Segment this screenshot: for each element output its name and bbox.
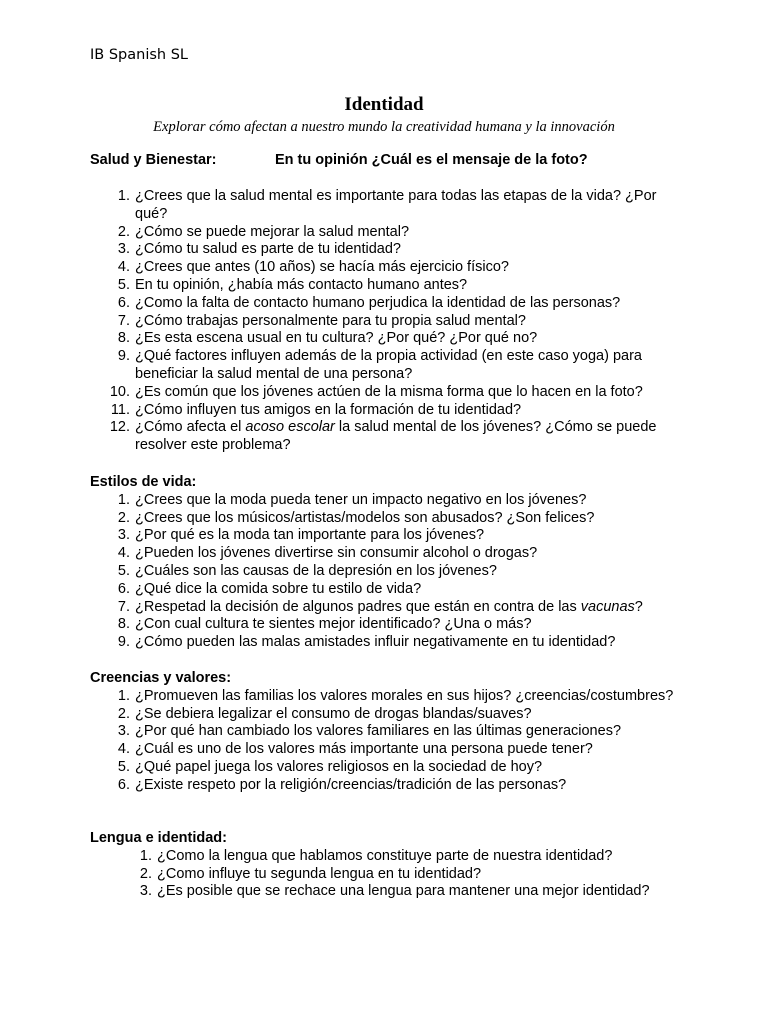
list-item: 6 . ¿Existe respeto por la religión/creencias/tradición de las personas? [90, 777, 690, 795]
list-item: 10 . ¿Es común que los jóvenes actúen de la misma forma que lo hacen en la foto? [90, 384, 690, 402]
list-item: 5 . ¿Cuáles son las causas de la depresión en los jóvenes? [90, 563, 690, 581]
course-label: IB Spanish SL [90, 47, 188, 63]
list-item: 2 . ¿Como influye tu segunda lengua en tu identidad? [90, 866, 690, 884]
page-subtitle: Explorar cómo afectan a nuestro mundo la creatividad humana y la innovación [153, 119, 615, 135]
emphasis: vacunas [580, 598, 635, 615]
section-estilos [90, 474, 690, 652]
section-salud [90, 152, 690, 455]
list-item: 3 . ¿Por qué es la moda tan importante para los jóvenes? [90, 527, 690, 545]
section-title: Salud y Bienestar: [90, 152, 217, 168]
list-item: 9 . ¿Qué factores influyen además de la propia actividad (en este caso yoga) para beneficiar la salud mental de una persona? [90, 348, 690, 384]
list-item: 4 . ¿Cuál es uno de los valores más importante una persona puede tener? [90, 741, 690, 759]
list-item: 4 . ¿Crees que antes (10 años) se hacía más ejercicio físico? [90, 259, 690, 277]
list-item: 2 . ¿Se debiera legalizar el consumo de drogas blandas/suaves? [90, 706, 690, 724]
question-list [90, 492, 690, 652]
list-item: 3 . ¿Por qué han cambiado los valores familiares en las últimas generaciones? [90, 723, 690, 741]
list-item: 3 . ¿Es posible que se rechace una lengua para mantener una mejor identidad? [90, 883, 690, 901]
list-item: 1 . ¿Promueven las familias los valores morales en sus hijos? ¿creencias/costumbres? [90, 688, 690, 706]
section-title: Estilos de vida: [90, 474, 197, 490]
page-title: Identidad [344, 94, 424, 115]
question-list [90, 848, 690, 901]
question-list [90, 688, 690, 795]
list-item: 1 . ¿Como la lengua que hablamos constituye parte de nuestra identidad? [90, 848, 690, 866]
list-item: 9 . ¿Cómo pueden las malas amistades influir negativamente en tu identidad? [90, 634, 690, 652]
list-item: 5 . ¿Qué papel juega los valores religiosos en la sociedad de hoy? [90, 759, 690, 777]
list-item: 4 . ¿Pueden los jóvenes divertirse sin consumir alcohol o drogas? [90, 545, 690, 563]
section-title: Creencias y valores: [90, 670, 232, 686]
section-creencias [90, 670, 690, 795]
list-item: 3 . ¿Cómo tu salud es parte de tu identidad? [90, 241, 690, 259]
list-item: 7 . ¿Cómo trabajas personalmente para tu propia salud mental? [90, 313, 690, 331]
section-title: Lengua e identidad: [90, 830, 227, 846]
list-item: 1 . ¿Crees que la salud mental es importante para todas las etapas de la vida? ¿Por qué? [90, 188, 690, 224]
question-list [90, 188, 690, 455]
list-item: 5 . En tu opinión, ¿había más contacto humano antes? [90, 277, 690, 295]
list-item: 11 . ¿Cómo influyen tus amigos en la formación de tu identidad? [90, 402, 690, 420]
list-item: 8 . ¿Con cual cultura te sientes mejor identificado? ¿Una o más? [90, 616, 690, 634]
list-item: 1 . ¿Crees que la moda pueda tener un impacto negativo en los jóvenes? [90, 492, 690, 510]
list-item: 2 . ¿Crees que los músicos/artistas/modelos son abusados? ¿Son felices? [90, 510, 690, 528]
list-item: 12 . ¿Cómo afecta el acoso escolar la salud mental de los jóvenes? ¿Cómo se puede resolver este problema? [90, 419, 690, 455]
list-item: 8 . ¿Es esta escena usual en tu cultura? ¿Por qué? ¿Por qué no? [90, 330, 690, 348]
emphasis: acoso escolar [245, 419, 335, 436]
list-item: 2 . ¿Cómo se puede mejorar la salud mental? [90, 224, 690, 242]
list-item: 6 . ¿Como la falta de contacto humano perjudica la identidad de las personas? [90, 295, 690, 313]
list-item: 6 . ¿Qué dice la comida sobre tu estilo de vida? [90, 581, 690, 599]
list-item: 7 . ¿Respetad la decisión de algunos padres que están en contra de las vacunas? [90, 599, 690, 617]
section-question: En tu opinión ¿Cuál es el mensaje de la foto? [275, 152, 588, 168]
section-lengua [90, 830, 690, 901]
